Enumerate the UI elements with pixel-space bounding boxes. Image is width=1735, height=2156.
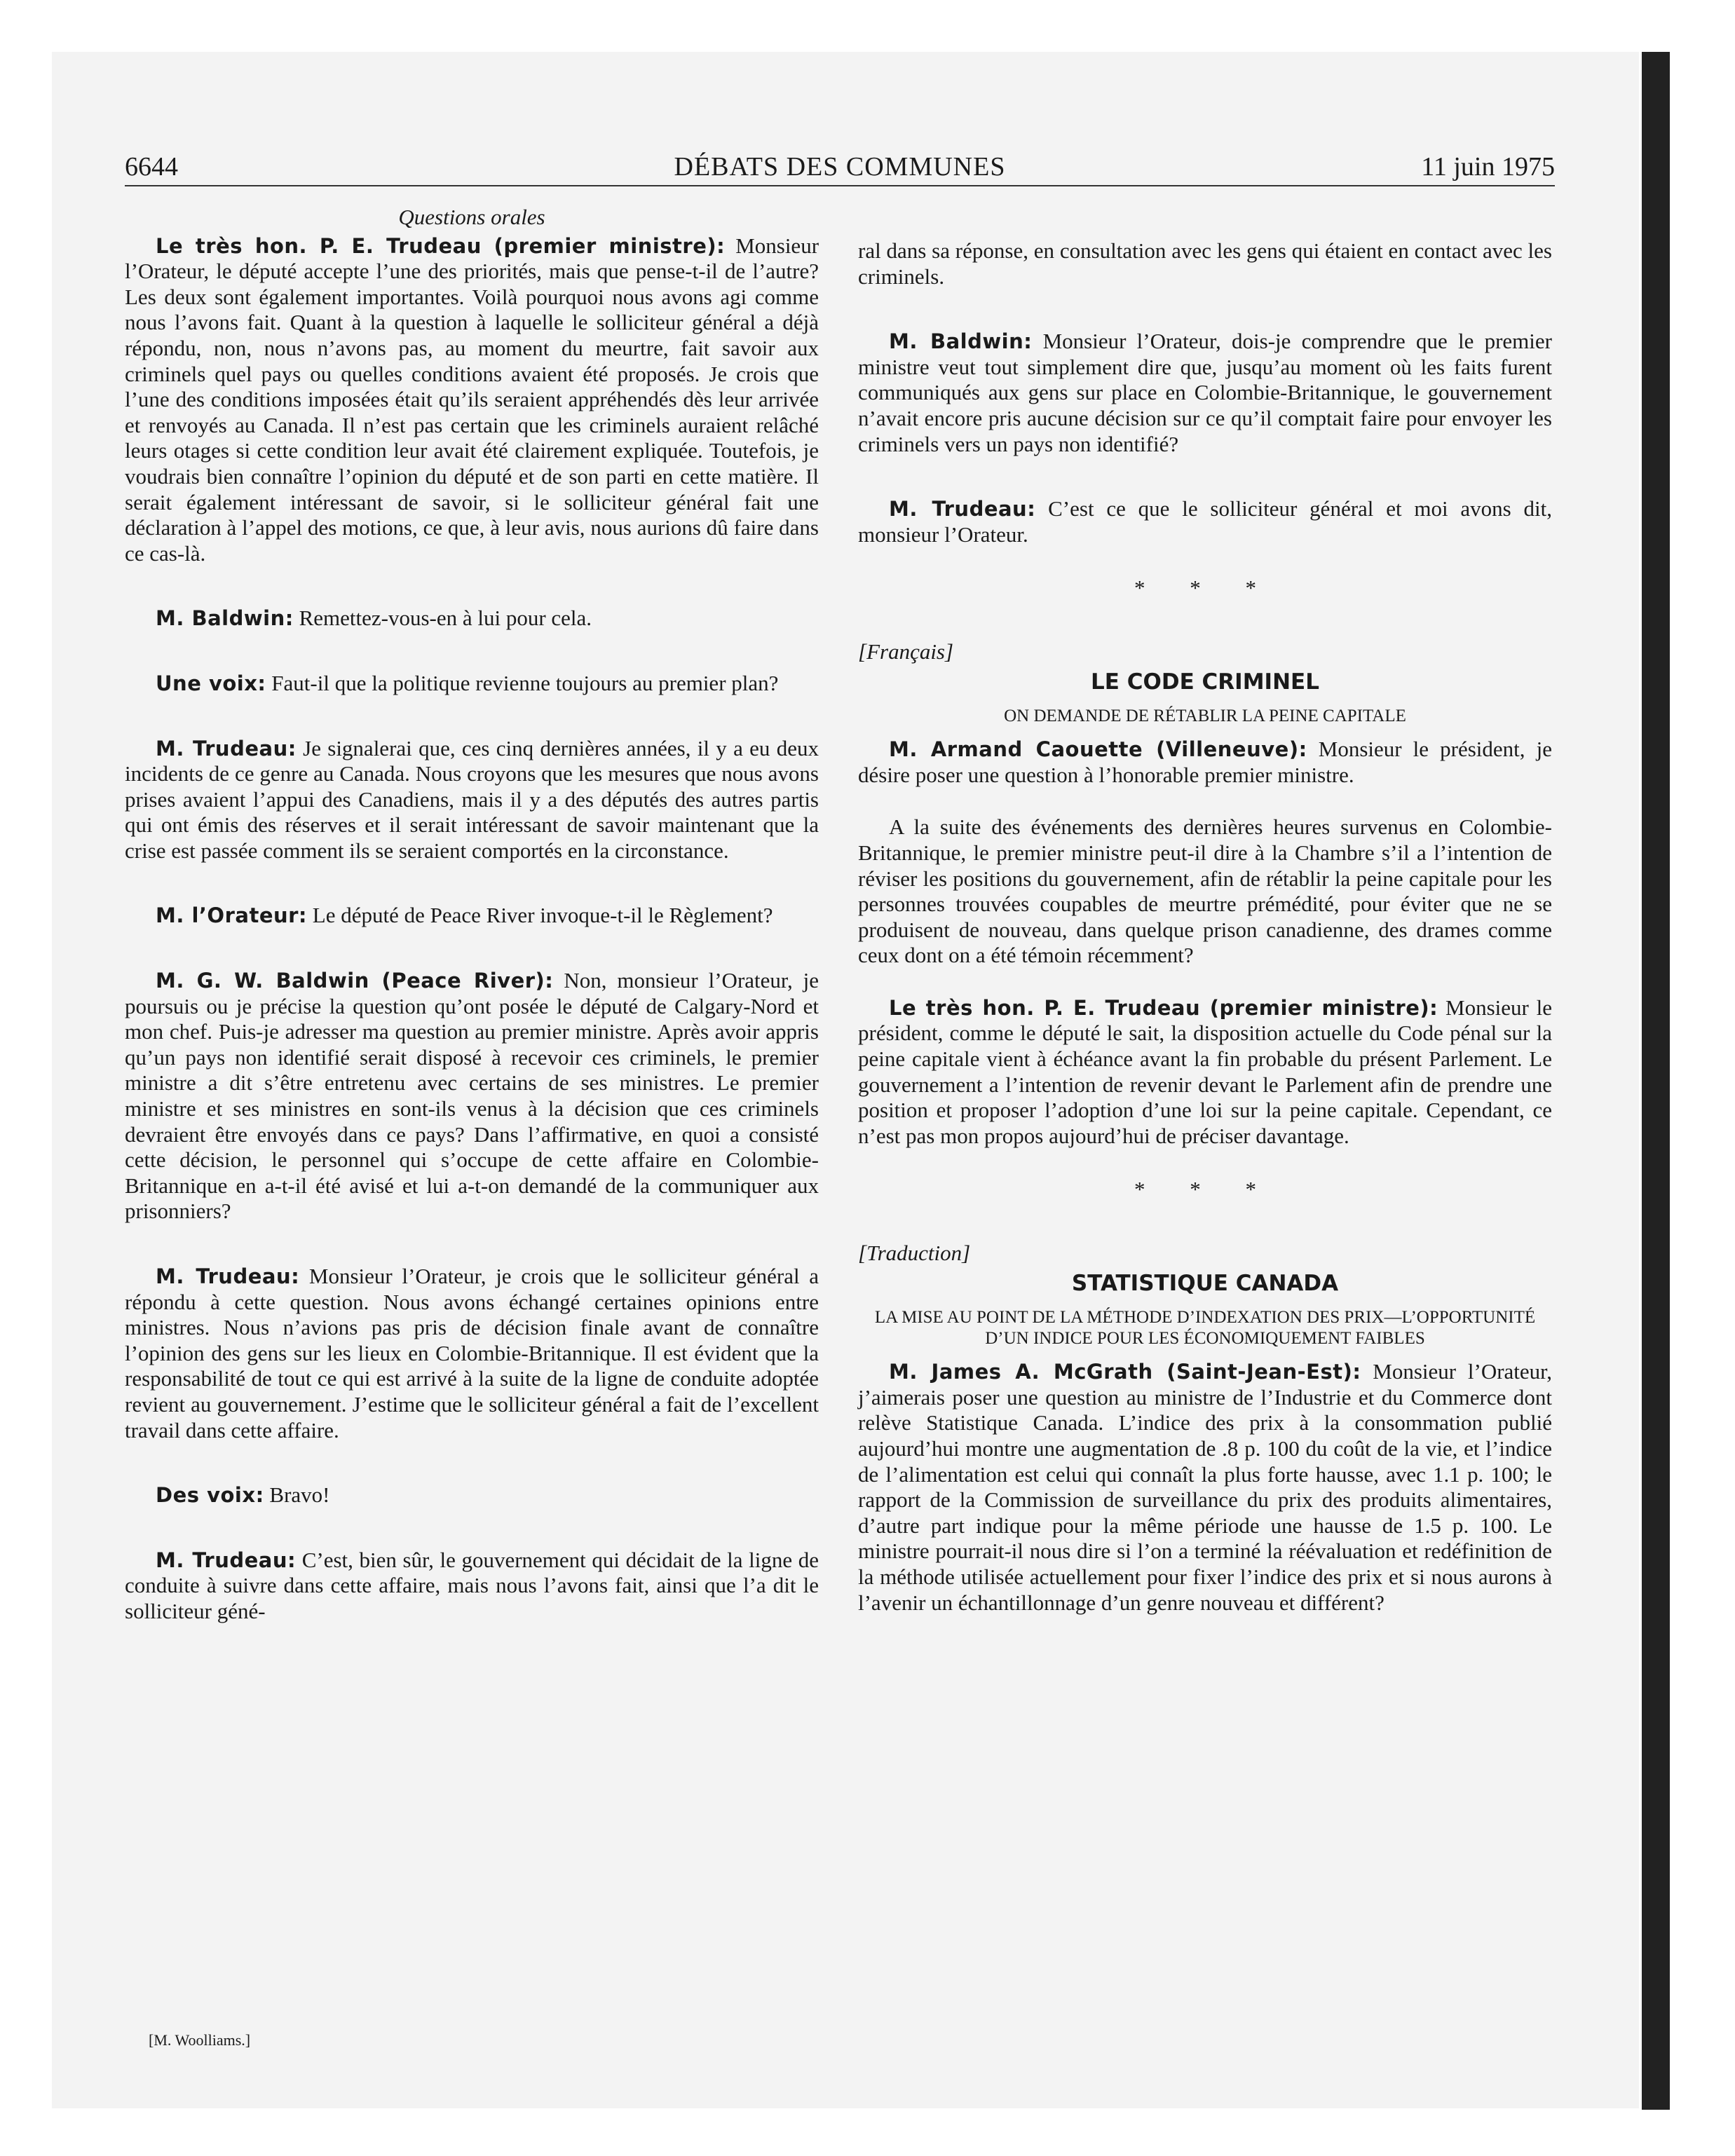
paragraph bbox=[125, 606, 819, 632]
speech-text: C’est ce que le solliciteur général et moi avons dit, monsieur l’Orateur. bbox=[858, 496, 1553, 547]
paragraph bbox=[125, 903, 819, 929]
paragraph bbox=[125, 1548, 819, 1625]
section-subheading: ON DEMANDE DE RÉTABLIR LA PEINE CAPITALE bbox=[1004, 707, 1406, 726]
section-subheading: LA MISE AU POINT DE LA MÉTHODE D’INDEXATION DES PRIX—L’OPPORTUNITÉ D’UN INDICE POUR LES ÉCONOMIQUEMENT FAIBLES bbox=[874, 1308, 1536, 1349]
speech-text: Je signalerai que, ces cinq dernières années, il y a eu deux incidents de ce genre au Canada. Nous croyons que les mesures que nous avons prises avaient l’appui des Canadiens, mais il y a des députés des autres partis qui ont émis des réserves et il serait intéressant de savoir maintenant que la crise est passée comment ils se seraient comportés en la circonstance. bbox=[125, 735, 819, 863]
header-rule bbox=[125, 185, 1555, 186]
scan-edge-shadow bbox=[1642, 52, 1670, 2110]
speaker-name: Le très hon. P. E. Trudeau (premier ministre): bbox=[156, 233, 726, 258]
speech-text: Bravo! bbox=[269, 1482, 330, 1508]
speaker-name: M. G. W. Baldwin (Peace River): bbox=[156, 969, 554, 993]
paragraph bbox=[858, 1359, 1552, 1616]
section-heading: STATISTIQUE CANADA bbox=[1071, 1270, 1339, 1296]
speaker-name: M. l’Orateur: bbox=[156, 903, 308, 928]
speech-text: Le député de Peace River invoque-t-il le Règlement? bbox=[312, 903, 773, 928]
speaker-name: Le très hon. P. E. Trudeau (premier ministre): bbox=[889, 995, 1438, 1020]
speech-text: Monsieur l’Orateur, dois-je comprendre que le premier ministre veut tout simplement dire que, jusqu’au moment où les faits furent communiqués aux gens sur place en Colombie-Britannique, le gouvernement n’avait encore pris aucune décision sur ce qu’il comptait faire pour envoyer les criminels vers un pays non identifié? bbox=[858, 329, 1552, 456]
speech-text: Non, monsieur l’Orateur, je poursuis ou je précise la question qu’ont posée le député de Calgary-Nord et mon chef. Puis-je adresser ma question au premier ministre. Après avoir appris qu’un pays non identifié serait disposé à recevoir ces criminels, le premier ministre a dit s’être entretenu avec certains de ses ministres. Le premier ministre et ses ministres en sont-ils venus à la décision que ces criminels devraient être envoyés dans ce pays? Dans l’affirmative, en quoi a consisté cette décision, le personnel qui s’occupe de cette affaire en Colombie-Britannique en a-t-il été avisé et lui a-t-on demandé de la communiquer aux prisonniers? bbox=[125, 968, 819, 1224]
page-number: 6644 bbox=[125, 152, 178, 182]
section-heading: LE CODE CRIMINEL bbox=[1091, 669, 1319, 695]
speech-text: Remettez-vous-en à lui pour cela. bbox=[299, 606, 592, 631]
paragraph bbox=[125, 736, 819, 864]
speech-text: Monsieur l’Orateur, le député accepte l’une des priorités, mais que pense-t-il de l’autre? Les deux sont également importantes. Voilà pourquoi nous avons agi comme nous l’avons fait. Quant à la question à laquelle le solliciteur général a déjà répondu, non, nous n’avons pas, au moment du meurtre, fait savoir aux criminels quel pays ou quelles conditions avaient été proposés. Je crois que l’une des conditions imposées était qu’ils seraient appréhendés dès leur arrivée et renvoyés au Canada. Il n’est pas certain que les criminels auraient relâché leurs otages si cette condition leur avait été clairement expliquée. Toutefois, je voudrais bien connaître l’opinion du député et de son parti en cette matière. Il serait également intéressant de savoir, si le solliciteur général fait une déclaration à l’appel des motions, ce que, à leur avis, nous aurions dû faire dans ce cas-là. bbox=[125, 233, 819, 566]
publication-title: DÉBATS DES COMMUNES bbox=[674, 152, 1006, 182]
speech-text: Faut-il que la politique revienne toujours au premier plan? bbox=[271, 670, 779, 695]
speech-text: Monsieur l’Orateur, je crois que le solliciteur général a répondu à cette question. Nous avons échangé certaines opinions entre ministres. Nous n’avions pas pris de décision finale avant de connaître l’opinion des gens sur les lieux en Colombie-Britannique. Il est évident que la responsabilité de tout ce qui est arrivé à la suite de la ligne de conduite adoptée revient au gouvernement. J’estime que le solliciteur général a fait de l’excellent travail dans cette affaire. bbox=[125, 1264, 819, 1442]
speech-text: C’est, bien sûr, le gouvernement qui décidait de la ligne de conduite à suivre dans cette affaire, mais nous l’avons fait, ainsi que l’a dit le solliciteur géné- bbox=[125, 1547, 819, 1623]
speaker-name: M. Baldwin: bbox=[156, 606, 294, 631]
paragraph bbox=[125, 1264, 819, 1443]
speaker-name: M. Trudeau: bbox=[156, 1548, 297, 1572]
language-note: [Français] bbox=[858, 639, 954, 664]
paragraph bbox=[858, 995, 1552, 1149]
page-header bbox=[125, 151, 1555, 186]
speaker-name: M. Trudeau: bbox=[156, 736, 297, 760]
speaker-name: M. Trudeau: bbox=[156, 1264, 300, 1288]
speech-text: Monsieur le président, comme le député le sait, la disposition actuelle du Code pénal sur la peine capitale vient à échéance avant la fin probable du présent Parlement. Le gouvernement a l’intention de revenir devant le Parlement afin de prendre une position et proposer l’adoption d’une loi sur la peine capitale. Cependant, ce n’est pas mon propos aujourd’hui de préciser davantage. bbox=[858, 995, 1553, 1148]
speech-text: Monsieur l’Orateur, j’aimerais poser une question au ministre de l’Industrie et du Commerce dont relève Statistique Canada. L’indice des prix à la consommation publié aujourd’hui montre une augmentation de .8 p. 100 du coût de la vie, et l’indice de l’alimentation est celui qui connaît la plus forte hausse, avec 1.1 p. 100; le rapport de la Commission de surveillance du prix des produits alimentaires, d’autre part indique pour la même période une hausse de 1.5 p. 100. Le ministre pourrait-il nous dire si l’on a terminé la réévaluation et redéfinition de la méthode utilisée actuellement pour fixer l’indice des prix et si nous aurons à l’avenir un échantillonnage d’un genre nouveau et différent? bbox=[858, 1359, 1552, 1615]
paragraph bbox=[858, 238, 1552, 289]
paragraph bbox=[858, 496, 1552, 547]
paragraph bbox=[125, 671, 819, 697]
publication-date: 11 juin 1975 bbox=[1421, 152, 1555, 182]
running-head: Questions orales bbox=[398, 205, 545, 229]
left-column bbox=[125, 205, 819, 1625]
paragraph bbox=[858, 737, 1552, 788]
paragraph bbox=[125, 233, 819, 567]
speaker-name: M. Armand Caouette (Villeneuve): bbox=[889, 737, 1307, 762]
paragraph bbox=[125, 1482, 819, 1508]
section-separator: * * * bbox=[1134, 575, 1276, 601]
paragraph bbox=[858, 814, 1552, 969]
speech-text: Monsieur le président, je désire poser une question à l’honorable premier ministre. bbox=[858, 737, 1552, 787]
language-note: [Traduction] bbox=[858, 1241, 971, 1266]
speaker-name: Une voix: bbox=[156, 671, 266, 695]
speaker-name: Des voix: bbox=[156, 1483, 264, 1508]
speaker-name: M. James A. McGrath (Saint-Jean-Est): bbox=[889, 1360, 1361, 1384]
paragraph bbox=[858, 329, 1552, 457]
footnote: [M. Woolliams.] bbox=[149, 2031, 251, 2049]
paragraph bbox=[125, 968, 819, 1224]
speech-text: A la suite des événements des dernières heures survenus en Colombie-Britannique, le premier ministre peut-il dire à la Chambre s’il a l’intention de réviser les positions du gouvernement, afin de rétablir la peine capitale pour les personnes trouvées coupables de meurtre prémédité, pour éviter que ne se produisent de nouveau, dans quelque prison canadienne, des drames comme ceux dont on a été témoin récemment? bbox=[858, 814, 1552, 968]
speaker-name: M. Trudeau: bbox=[889, 497, 1036, 521]
speech-text: ral dans sa réponse, en consultation avec les gens qui étaient en contact avec les criminels. bbox=[858, 238, 1552, 289]
speaker-name: M. Baldwin: bbox=[889, 329, 1033, 354]
right-column bbox=[858, 238, 1552, 1616]
section-separator: * * * bbox=[1134, 1177, 1276, 1202]
